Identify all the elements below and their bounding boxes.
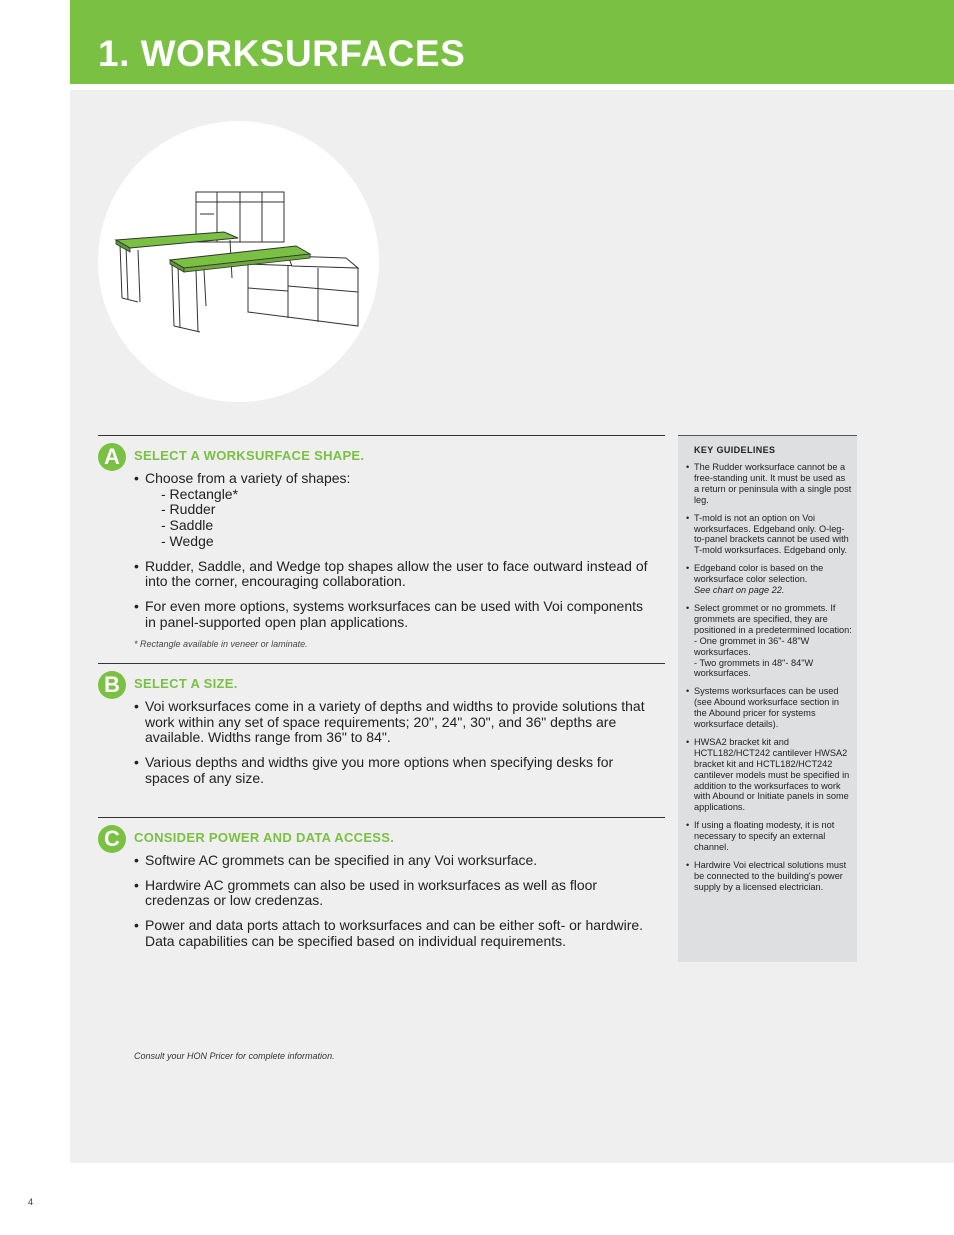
desk-worksurface-illustration (112, 186, 364, 336)
shape-item: - Rectangle* (161, 485, 239, 502)
consult-note: Consult your HON Pricer for complete information. (134, 1051, 335, 1061)
section-body (134, 699, 654, 796)
section-size (98, 663, 665, 818)
guideline-note: See chart on page 22. (694, 585, 785, 596)
bullet: • Softwire AC grommets can be specified in any Voi worksurface. (134, 853, 654, 869)
key-guidelines-sidebar (678, 435, 857, 962)
guideline-sub: - One grommet in 36"- 48"W worksurfaces. (694, 635, 810, 657)
shape-list (145, 487, 654, 550)
guideline-item: • Hardwire Voi electrical solutions must be connected to the building's power supply by a licensed electrician. (686, 860, 852, 893)
bullet: • Various depths and widths give you more options when specifying desks for spaces of any size. (134, 755, 654, 786)
bullet: • For even more options, systems worksurfaces can be used with Voi components in panel-supported open plan applications. (134, 599, 654, 630)
section-power-data (98, 817, 665, 968)
shape-item: - Saddle (161, 517, 214, 534)
section-badge-a: A (98, 443, 126, 471)
page-number: 4 (28, 1197, 34, 1207)
guideline-item (686, 563, 852, 596)
section-badge-c: C (98, 825, 126, 853)
section-body (134, 471, 654, 653)
sidebar-title: KEY GUIDELINES (694, 445, 776, 455)
guideline-item: • T-mold is not an option on Voi worksurfaces. Edgeband only. O-leg-to-panel brackets cannot be used with T-mold worksurfaces. Edgeband only. (686, 513, 852, 557)
shape-item: - Rudder (161, 501, 216, 518)
section-title: SELECT A SIZE. (134, 676, 238, 691)
section-title: SELECT A WORKSURFACE SHAPE. (134, 448, 365, 463)
guidelines-list (686, 462, 852, 900)
bullet (134, 471, 654, 550)
bullet: • Voi worksurfaces come in a variety of depths and widths to provide solutions that work within any set of space requirements; 20", 24", 30", and 36" depths are available. Widths range from 36" to 84". (134, 699, 654, 746)
section-body (134, 853, 654, 959)
section-badge-b: B (98, 671, 126, 699)
guideline-item (686, 603, 852, 679)
page-title: 1. WORKSURFACES (98, 33, 466, 74)
guideline-sub: - Two grommets in 48"- 84"W worksurfaces. (694, 657, 814, 679)
section-worksurface-shape (98, 435, 665, 664)
guideline-item: • If using a floating modesty, it is not necessary to specify an external channel. (686, 820, 852, 853)
guideline-text: Select grommet or no grommets. If grommets are specified, they are positioned in a predetermined location: (694, 602, 852, 635)
bullet: • Power and data ports attach to worksurfaces and can be either soft- or hardwire. Data capabilities can be specified based on individual requirements. (134, 918, 654, 949)
shape-item: - Wedge (161, 532, 214, 549)
guideline-item: • Systems worksurfaces can be used (see Abound worksurface section in the Abound pricer for systems worksurface details). (686, 686, 852, 730)
guideline-item: • The Rudder worksurface cannot be a free-standing unit. It must be used as a return or peninsula with a single post leg. (686, 462, 852, 506)
section-title: CONSIDER POWER AND DATA ACCESS. (134, 830, 395, 845)
page-header (70, 0, 954, 84)
bullet-text: Choose from a variety of shapes: (145, 470, 351, 486)
guideline-text: Edgeband color is based on the worksurface color selection. (694, 563, 824, 585)
footnote: * Rectangle available in veneer or laminate. (134, 639, 308, 650)
bullet: • Rudder, Saddle, and Wedge top shapes allow the user to face outward instead of into the corner, encouraging collaboration. (134, 559, 654, 590)
guideline-item: • HWSA2 bracket kit and HCTL182/HCT242 cantilever HWSA2 bracket kit and HCTL182/HCT242 cantilever models must be specified in addition to the worksurfaces to work with Abound or Initiate panels in some applications. (686, 737, 852, 813)
bullet: • Hardwire AC grommets can also be used in worksurfaces as well as floor credenzas or low credenzas. (134, 878, 654, 909)
